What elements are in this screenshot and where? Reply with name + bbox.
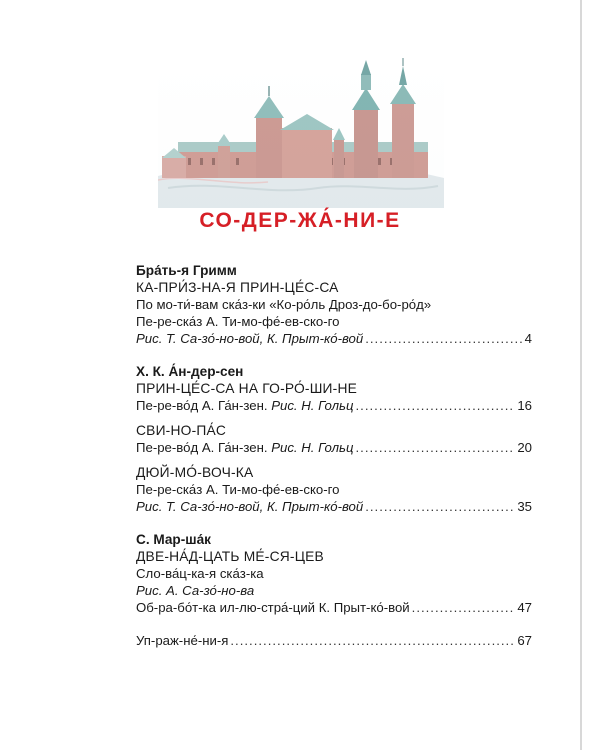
dot-leader xyxy=(412,599,516,616)
page-number: 4 xyxy=(524,331,532,346)
dot-leader xyxy=(356,397,516,414)
story-title: ПРИН-ЦЕ́С-СА НА ГО-РО́-ШИ-НЕ xyxy=(136,381,358,396)
story-title: КА-ПРИ́З-НА-Я ПРИН-ЦЕ́С-СА xyxy=(136,280,339,295)
credit-part: Рис. Т. Са-зо́-но-вой, К. Прыт-ко́-вой xyxy=(136,499,364,514)
credit-text xyxy=(136,397,354,414)
table-of-contents xyxy=(136,262,532,649)
story-title: СВИ-НО-ПА́С xyxy=(136,423,227,438)
castle-illustration xyxy=(158,58,444,208)
credit-leader-row xyxy=(136,330,532,347)
dot-leader xyxy=(365,330,522,347)
dot-leader xyxy=(230,632,515,649)
page-number: 67 xyxy=(517,633,532,648)
toc-entry xyxy=(136,279,532,347)
exercises-label: Уп-раж-не́-ни-я xyxy=(136,633,229,648)
dot-leader xyxy=(365,498,515,515)
author-name: С. Мар-ша́к xyxy=(136,532,211,547)
exercises-row xyxy=(136,632,532,649)
credit-part: Пе-ре-во́д А. Га́н-зен. xyxy=(136,440,272,455)
contents-title: СО-ДЕР-ЖА́-НИ-Е xyxy=(199,209,401,232)
credit-part: Об-ра-бо́т-ка ил-лю-стра́-ций К. Прыт-ко́-вой xyxy=(136,600,410,615)
credit-leader-row xyxy=(136,397,532,414)
toc-entry xyxy=(136,422,532,456)
toc-entry xyxy=(136,380,532,414)
page-number: 16 xyxy=(517,398,532,413)
credit-line: Пе-ре-ска́з А. Ти-мо-фе́-ев-ско-го xyxy=(136,314,340,329)
credit-part: Рис. Н. Гольц xyxy=(271,398,354,413)
credit-leader-row xyxy=(136,599,532,616)
toc-section xyxy=(136,531,532,616)
toc-entry xyxy=(136,548,532,616)
credit-part: Рис. Т. Са-зо́-но-вой, К. Прыт-ко́-вой xyxy=(136,331,364,346)
credit-text xyxy=(136,599,410,616)
credit-line: По мо-ти́-вам ска́з-ки «Ко-ро́ль Дроз-до-бо-ро́д» xyxy=(136,297,432,312)
page-number: 20 xyxy=(517,440,532,455)
credit-leader-row xyxy=(136,439,532,456)
toc-section xyxy=(136,363,532,515)
story-title: ДЮЙ-МО́-ВОЧ-КА xyxy=(136,465,254,480)
credit-line: Пе-ре-ска́з А. Ти-мо-фе́-ев-ско-го xyxy=(136,482,340,497)
author-name: Х. К. А́н-дер-сен xyxy=(136,364,244,379)
author-name: Бра́ть-я Гримм xyxy=(136,263,237,278)
credit-text xyxy=(136,330,363,347)
toc-section xyxy=(136,262,532,347)
credit-line: Рис. А. Са-зо́-но-ва xyxy=(136,583,255,598)
page-number: 47 xyxy=(517,600,532,615)
credit-text xyxy=(136,439,354,456)
story-title: ДВЕ-НА́Д-ЦАТЬ МЕ́-СЯ-ЦЕВ xyxy=(136,549,324,564)
page-number: 35 xyxy=(517,499,532,514)
credit-text xyxy=(136,498,363,515)
credit-part: Рис. Н. Гольц xyxy=(271,440,354,455)
dot-leader xyxy=(356,439,516,456)
credit-leader-row xyxy=(136,498,532,515)
credit-line: Сло-ва́ц-ка-я ска́з-ка xyxy=(136,566,264,581)
credit-part: Пе-ре-во́д А. Га́н-зен. xyxy=(136,398,272,413)
toc-entry xyxy=(136,464,532,515)
